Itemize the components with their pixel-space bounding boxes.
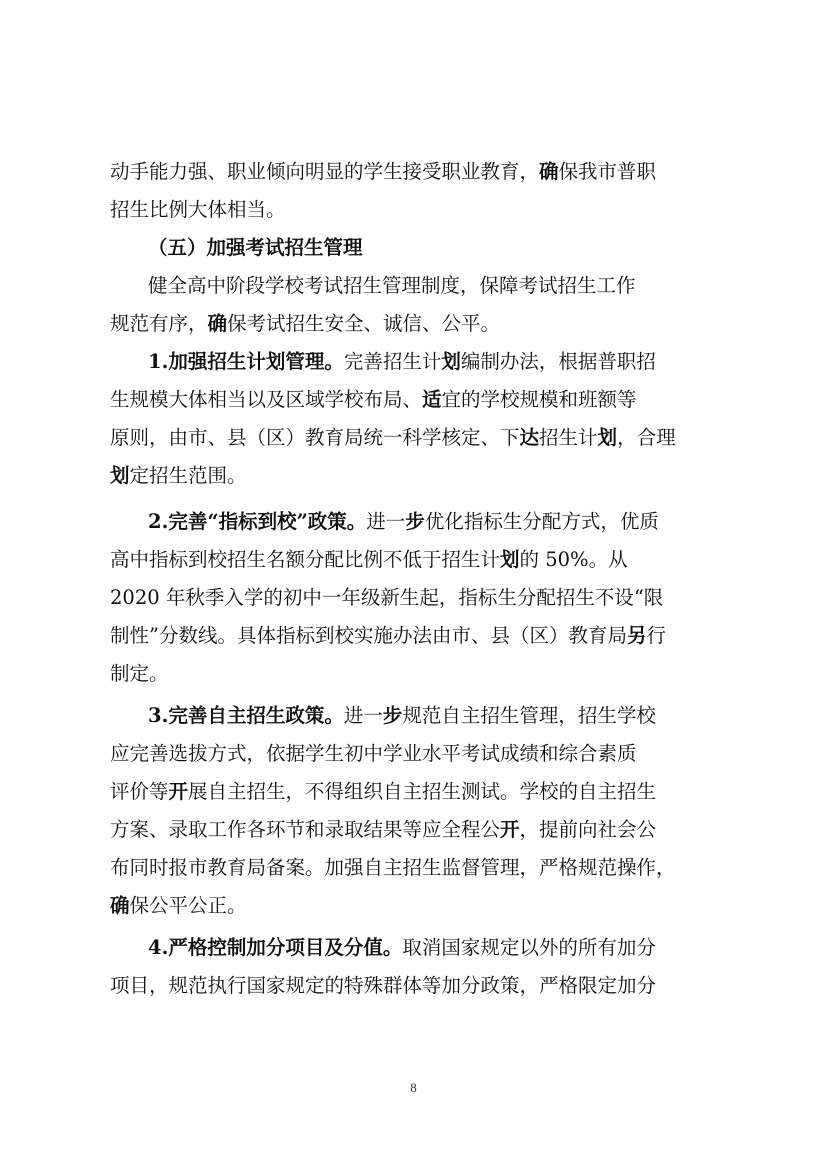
text-run: 行 — [646, 624, 667, 647]
text-run: 应完善选拔方式，依据学生初中学业水平考试成绩和综合素质 — [110, 742, 637, 765]
text-run: 保公平公正。 — [129, 894, 247, 917]
text-run: 原则，由市、县（区）教育局统一科学核定、下 — [110, 426, 520, 449]
body-line — [110, 545, 725, 575]
text-run: 评价等 — [110, 780, 169, 803]
bold-text-run: 确 — [207, 312, 228, 335]
bold-text-run: 另 — [626, 624, 647, 647]
text-run: 进一 — [366, 510, 406, 533]
text-run: 2020 年秋季入学的初中一年级新生起，指标生分配招生不设“限 — [110, 586, 664, 609]
bold-text-run: 步 — [382, 704, 403, 727]
text-run: 保考试招生安全、诚信、公平。 — [227, 312, 501, 335]
body-line — [110, 891, 725, 921]
body-line — [148, 271, 725, 301]
text-run: 规范自主招生管理，招生学校 — [402, 704, 656, 727]
bold-text-run: 1.加强招生计划管理。 — [148, 350, 344, 373]
text-run: 布同时报市教育局备案。加强自主招生监督管理，严格规范操作， — [110, 856, 676, 879]
bold-text-run: 划 — [110, 464, 130, 487]
bold-text-run: 步 — [405, 510, 425, 533]
text-run: 保我市普职 — [558, 160, 657, 183]
bold-text-run: 适 — [422, 388, 442, 411]
text-run: 制定。 — [110, 662, 169, 685]
item-heading-line — [148, 933, 725, 963]
body-line — [110, 739, 725, 769]
text-run: ，提前向社会公 — [519, 818, 657, 841]
body-line — [110, 385, 725, 415]
text-run: 编制办法，根据普职招 — [460, 350, 656, 373]
bold-text-run: 划 — [500, 548, 520, 571]
body-line — [110, 853, 725, 883]
item-heading-line — [148, 507, 725, 537]
text-run: 健全高中阶段学校考试招生管理制度，保障考试招生工作 — [148, 274, 636, 297]
body-line — [110, 583, 725, 613]
body-line — [110, 659, 725, 689]
body-line — [110, 423, 725, 453]
text-run: 制性”分数线。具体指标到校实施办法由市、县（区）教育局 — [110, 624, 627, 647]
text-run: 展自主招生，不得组织自主招生测试。学校的自主招生 — [188, 780, 657, 803]
text-run: 定招生范围。 — [129, 464, 247, 487]
bold-text-run: 2.完善“指标到校”政策。 — [148, 510, 367, 533]
bold-text-run: 3.完善自主招生政策。 — [148, 704, 344, 727]
text-run: 高中指标到校招生名额分配比例不低于招生计 — [110, 548, 501, 571]
text-run: 招生计 — [539, 426, 598, 449]
text-run: ，合理 — [617, 426, 676, 449]
body-line — [110, 815, 725, 845]
bold-text-run: （五）加强考试招生管理 — [148, 236, 363, 259]
body-line — [110, 195, 725, 225]
body-line — [110, 461, 725, 491]
bold-text-run: 划 — [441, 350, 461, 373]
text-run: 的 50%。从 — [519, 548, 628, 571]
text-run: 方案、录取工作各环节和录取结果等应全程公 — [110, 818, 501, 841]
item-heading-line — [148, 701, 725, 731]
text-run: 招生比例大体相当。 — [110, 198, 286, 221]
body-line — [110, 157, 725, 187]
text-run: 项目，规范执行国家规定的特殊群体等加分政策，严格限定加分 — [110, 974, 657, 997]
bold-text-run: 确 — [110, 894, 130, 917]
body-line — [110, 621, 725, 651]
body-line — [110, 971, 725, 1001]
text-run: 宜的学校规模和班额等 — [441, 388, 637, 411]
text-run: 规范有序， — [110, 312, 208, 335]
text-run: 完善招生计 — [343, 350, 442, 373]
bold-text-run: 4.严格控制加分项目及分值。 — [148, 936, 403, 959]
bold-text-run: 划 — [597, 426, 618, 449]
text-run: 优化指标生分配方式，优质 — [424, 510, 659, 533]
body-line — [110, 309, 725, 339]
bold-text-run: 达 — [519, 426, 540, 449]
item-heading-line — [148, 347, 725, 377]
bold-text-run: 开 — [500, 818, 520, 841]
text-run: 取消国家规定以外的所有加分 — [402, 936, 656, 959]
body-line — [110, 777, 725, 807]
text-run: 动手能力强、职业倾向明显的学生接受职业教育， — [110, 160, 540, 183]
bold-text-run: 开 — [168, 780, 189, 803]
bold-text-run: 确 — [539, 160, 559, 183]
section-heading — [148, 233, 725, 263]
text-run: 进一 — [343, 704, 383, 727]
page-number: 8 — [410, 1080, 417, 1095]
text-run: 生规模大体相当以及区域学校布局、 — [110, 388, 423, 411]
